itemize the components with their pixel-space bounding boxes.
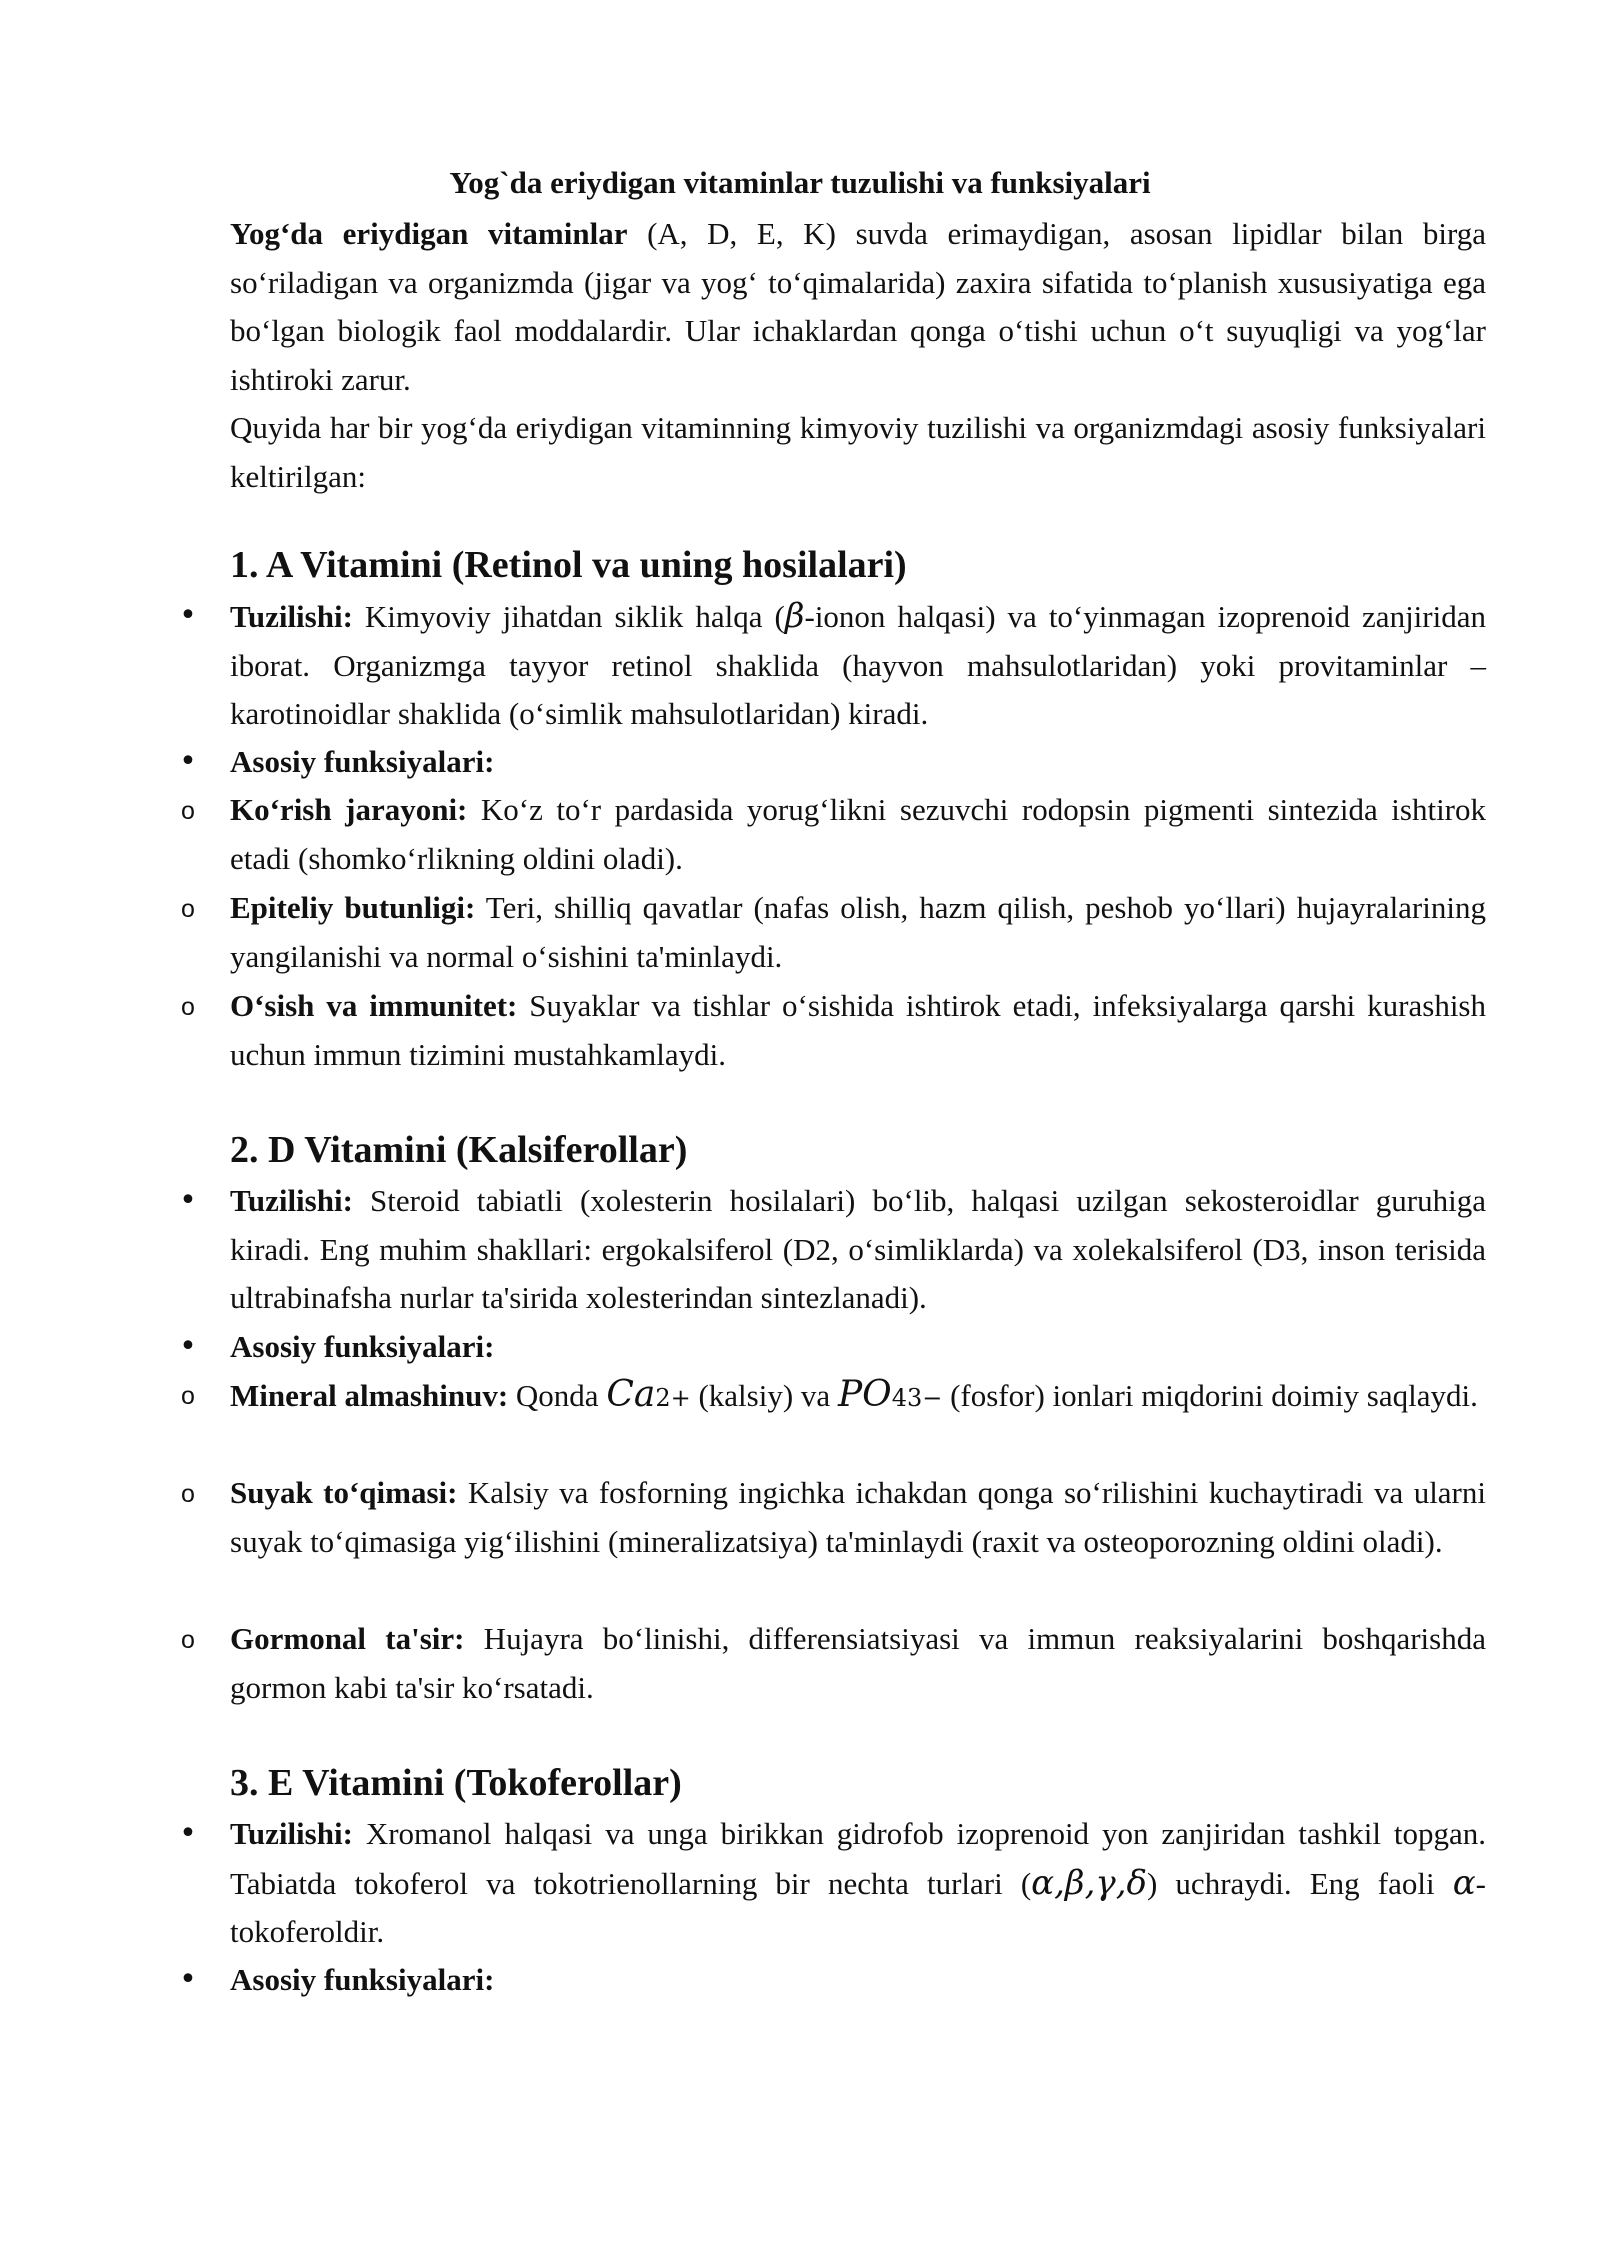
vitamin-a-structure-item — [179, 592, 1486, 739]
vitamin-a-structure-label: Tuzilishi: — [230, 599, 353, 634]
function-text: Teri, shilliq qavatlar (nafas olish, hazm qilish, peshob yo‘llari) hujayralarining yangilanishi va normal o‘sishini ta'minlaydi. — [230, 890, 1486, 974]
function-text: Qonda — [508, 1378, 607, 1413]
document-title: Yog`da eriydigan vitaminlar tuzulishi va funksiyalari — [449, 165, 1151, 200]
circle-bullet-icon: o — [181, 895, 195, 923]
vitamin-e-structure-text-end: -tokoferoldir. — [230, 1865, 1486, 1950]
intro-paragraph — [230, 210, 1486, 404]
intro-lead-text: (A, D, E, K) suvda erimaydigan, asosan lipidlar bilan birga so‘riladigan va organizmda (jigar va yog‘ to‘qimalarida) zaxira sifatida to‘planish xususiyatiga ega bo‘lgan biologik faol moddalardir. Ular ichaklardan qonga o‘tishi uchun o‘t suyuqligi va yog‘lar ishtiroki zarur. — [230, 216, 1486, 397]
beta-symbol: β — [784, 596, 805, 636]
function-label: Mineral almashinuv: — [230, 1378, 509, 1413]
bullet-icon: • — [179, 1962, 197, 1997]
bullet-icon: • — [179, 1183, 197, 1218]
vitamin-a-function-growth — [181, 982, 1486, 1079]
phosphate-symbol: PO — [837, 1374, 892, 1415]
vitamin-d-heading: 2. D Vitamini (Kalsiferollar) — [230, 1129, 688, 1171]
bullet-icon: • — [179, 744, 197, 779]
function-text: (kalsiy) va — [690, 1378, 838, 1413]
vitamin-d-structure-label: Tuzilishi: — [230, 1183, 353, 1218]
function-label: Ko‘rish jarayoni: — [230, 792, 468, 827]
vitamin-a-structure-text-cont: -ionon halqasi) va to‘yinmagan izoprenoid zanjiridan iborat. Organizmga tayyor retinol shaklida (hayvon mahsulotlaridan) yoki provitaminlar – karotinoidlar shaklida (o‘simlik mahsulotlaridan) kiradi. — [230, 599, 1486, 732]
function-label: O‘sish va immunitet: — [230, 988, 518, 1023]
vitamin-e-structure-item — [179, 1810, 1486, 1957]
greek-letters-symbol: α,β,γ,δ — [1031, 1862, 1147, 1903]
function-label: Epiteliy butunligi: — [230, 890, 476, 925]
bullet-icon: • — [179, 598, 197, 633]
vitamin-a-heading: 1. A Vitamini (Retinol va uning hosilalari) — [230, 544, 907, 586]
circle-bullet-icon: o — [181, 1382, 195, 1410]
vitamin-d-structure-item — [179, 1177, 1486, 1323]
function-label: Suyak to‘qimasi: — [230, 1475, 458, 1510]
circle-bullet-icon: o — [181, 993, 195, 1021]
bullet-icon: • — [179, 1329, 197, 1364]
vitamin-a-function-vision — [181, 786, 1487, 883]
vitamin-d-functions-item — [179, 1323, 1486, 1372]
vitamin-d-structure-text: Steroid tabiatli (xolesterin hosilalari) bo‘lib, halqasi uzilgan sekosteroidlar guruhiga kiradi. Eng muhim shakllari: ergokalsiferol (D2, o‘simliklarda) va xolekalsiferol (D3, inson terisida ultrabinafsha nurlar ta'sirida xolesterindan sintezlanadi). — [230, 1183, 1486, 1316]
calcium-symbol: Ca — [606, 1374, 656, 1415]
vitamin-a-structure-text: Kimyoviy jihatdan siklik halqa ( — [352, 599, 785, 634]
phosphate-charge: 43− — [891, 1384, 943, 1412]
function-text: Suyaklar va tishlar o‘sishida ishtirok etadi, infeksiyalarga qarshi kurashish uchun immun tizimini mustahkamlaydi. — [230, 988, 1486, 1072]
vitamin-a-functions-item — [179, 738, 1486, 787]
bullet-icon: • — [179, 1816, 197, 1851]
vitamin-e-structure-label: Tuzilishi: — [230, 1816, 353, 1851]
vitamin-d-function-hormonal — [181, 1615, 1486, 1712]
function-text: Kalsiy va fosforning ingichka ichakdan qonga so‘rilishini kuchaytiradi va ularni suyak to‘qimasiga yig‘ilishini (mineralizatsiya) ta'minlaydi (raxit va osteoporozning oldini oladi). — [230, 1475, 1486, 1559]
function-text: Ko‘z to‘r pardasida yorug‘likni sezuvchi rodopsin pigmenti sintezida ishtirok etadi (shomko‘rlikning oldini oladi). — [230, 792, 1487, 876]
vitamin-e-structure-text: Xromanol halqasi va unga birikkan gidrofob izoprenoid yon zanjiridan tashkil topgan. Tabiatda tokoferol va tokotrienollarning bir nechta turlari ( — [230, 1816, 1486, 1901]
calcium-charge: 2+ — [655, 1384, 691, 1412]
vitamin-e-heading: 3. E Vitamini (Tokoferollar) — [230, 1762, 682, 1804]
circle-bullet-icon: o — [181, 1626, 195, 1654]
vitamin-d-functions-label: Asosiy funksiyalari: — [230, 1329, 495, 1364]
vitamin-a-function-epithelium — [181, 884, 1486, 981]
intro-lead-term: Yog‘da eriydigan vitaminlar — [230, 216, 628, 251]
alpha-symbol: α — [1452, 1862, 1476, 1903]
circle-bullet-icon: o — [181, 797, 195, 825]
vitamin-e-functions-item — [179, 1956, 1486, 2005]
vitamin-e-structure-text-cont: ) uchraydi. Eng faoli — [1147, 1865, 1453, 1901]
vitamin-d-function-bone — [181, 1469, 1486, 1566]
intro-second-paragraph: Quyida har bir yog‘da eriydigan vitaminning kimyoviy tuzilishi va organizmdagi asosiy funksiyalari keltirilgan: — [230, 410, 1486, 494]
vitamin-e-functions-label: Asosiy funksiyalari: — [230, 1962, 495, 1997]
function-text: Hujayra bo‘linishi, differensiatsiyasi va immun reaksiyalarini boshqarishda gormon kabi ta'sir ko‘rsatadi. — [230, 1621, 1486, 1705]
function-text: (fosfor) ionlari miqdorini doimiy saqlaydi. — [942, 1378, 1478, 1413]
vitamin-a-functions-label: Asosiy funksiyalari: — [230, 744, 495, 779]
function-label: Gormonal ta'sir: — [230, 1621, 465, 1656]
circle-bullet-icon: o — [181, 1480, 195, 1508]
vitamin-d-function-mineral — [181, 1371, 1486, 1423]
